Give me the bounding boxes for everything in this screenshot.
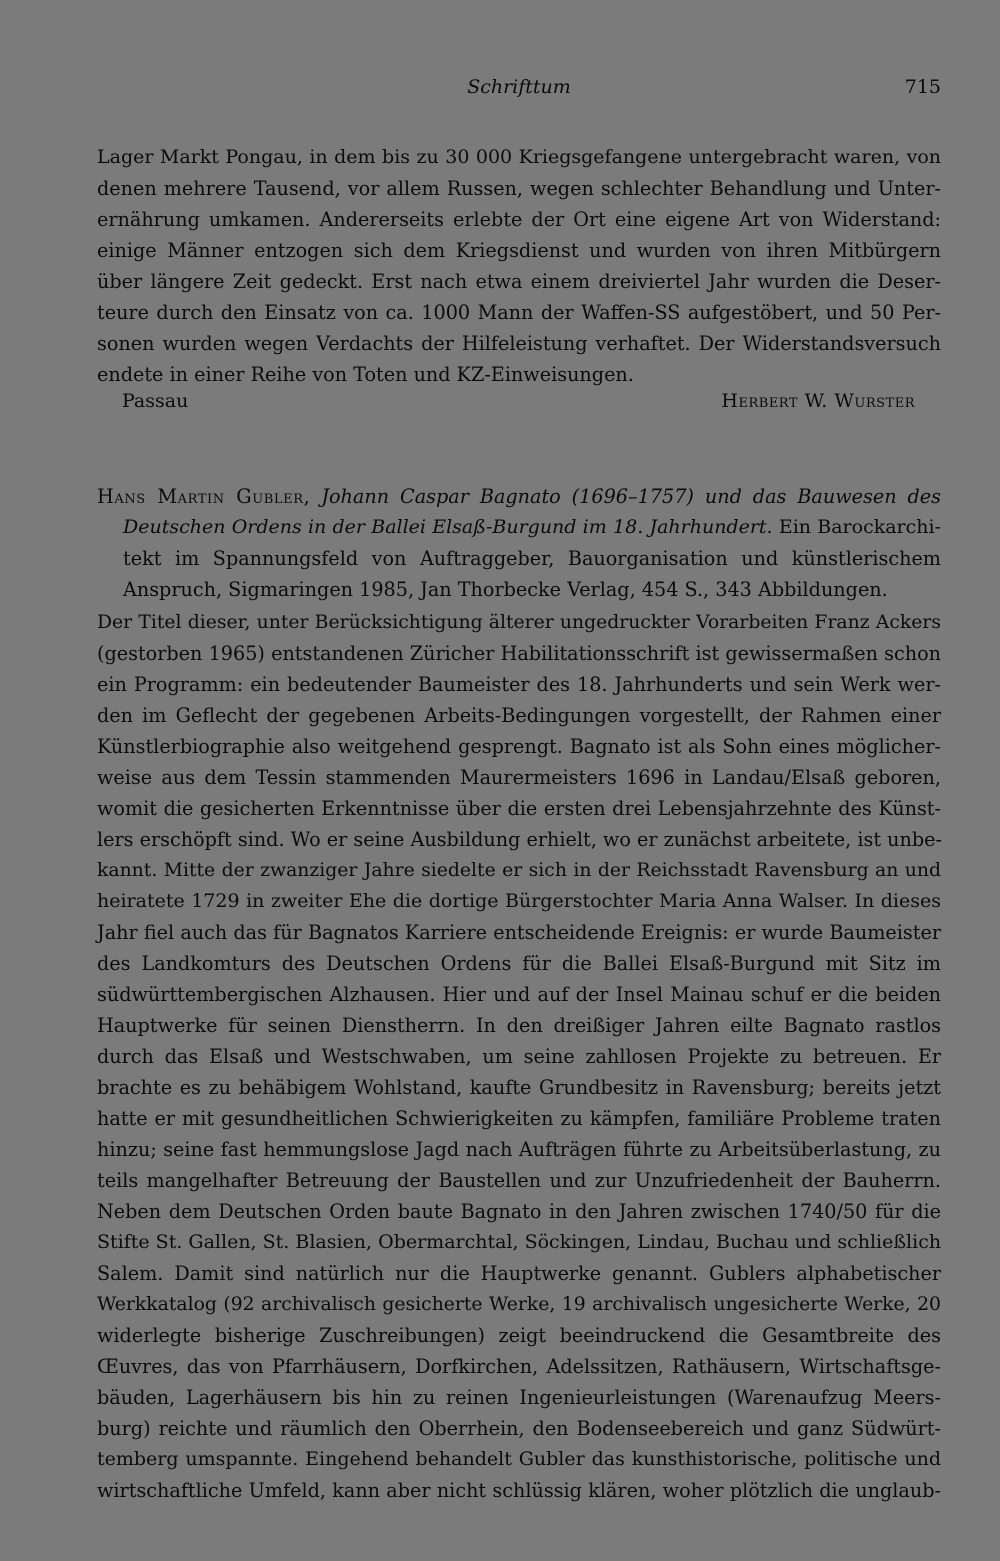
text-line: weise aus dem Tessin stammenden Maurermeisters 1696 in Landau/Elsaß geboren, — [97, 766, 941, 789]
entry-title-part: Johann Caspar Bagnato (1696–1757) und das Bauwesen des — [321, 485, 942, 508]
text-line: womit die gesicherten Erkenntnisse über die ersten drei Lebensjahrzehnte des Künst- — [97, 797, 941, 820]
entry-line — [97, 512, 941, 543]
text-line: Werkkatalog (92 archivalisch gesicherte Werke, 19 archivalisch ungesicherte Werke, 20 — [97, 1294, 941, 1315]
entry-subtitle-start: Ein Barockarchi- — [772, 516, 942, 538]
text-line: burg) reichte und räumlich den Oberrhein, den Bodenseebereich und ganz Südwürt- — [97, 1417, 941, 1440]
text-line: Œuvres, das von Pfarrhäusern, Dorfkirchen, Adelssitzen, Rathäusern, Wirtschaftsge- — [97, 1355, 941, 1378]
text-line: ein Programm: ein bedeutender Baumeister des 18. Jahrhunderts und sein Werk wer- — [97, 673, 941, 696]
text-line: bäuden, Lagerhäusern bis hin zu reinen Ingenieurleistungen (Warenaufzug Meers- — [97, 1386, 941, 1409]
running-title: Schrifttum — [467, 76, 571, 98]
review-body-paragraph — [97, 607, 941, 1506]
text-line: (gestorben 1965) entstandenen Züricher Habilitationsschrift ist gewissermaßen schon — [97, 642, 941, 665]
text-line: den im Geflecht der gegebenen Arbeits-Bedingungen vorgestellt, der Rahmen einer — [97, 704, 941, 727]
text-line: lers erschöpft sind. Wo er seine Ausbildung erhielt, wo er zunächst arbeitete, ist unbe- — [97, 828, 942, 851]
entry-title-part: Deutschen Ordens in der Ballei Elsaß-Burgund im 18. Jahrhundert. — [123, 516, 773, 538]
review-continuation-paragraph — [97, 142, 941, 390]
review-signature — [122, 390, 915, 422]
text-line: endete in einer Reihe von Toten und KZ-Einweisungen. — [97, 363, 634, 386]
text-line: Stifte St. Gallen, St. Blasien, Obermarchtal, Söckingen, Lindau, Buchau und schließlich — [97, 1231, 942, 1253]
text-line: widerlegte bisherige Zuschreibungen) zeigt beeindruckend die Gesamtbreite des — [97, 1324, 941, 1347]
text-line: Jahr fiel auch das für Bagnatos Karriere entscheidende Ereignis: er wurde Baumeister — [97, 921, 941, 944]
entry-line: tekt im Spannungsfeld von Auftraggeber, Bauorganisation und künstlerischem — [123, 547, 941, 570]
text-line: durch das Elsaß und Westschwaben, um seine zahllosen Projekte zu betreuen. Er — [97, 1045, 941, 1068]
entry-author: Hans Martin Gubler, — [97, 485, 311, 508]
text-line: Künstlerbiographie also weitgehend gesprengt. Bagnato ist als Sohn eines möglicher- — [97, 735, 941, 758]
text-line: heiratete 1729 in zweiter Ehe die dortige Bürgerstochter Maria Anna Walser. In dieses — [97, 890, 941, 912]
text-line: Neben dem Deutschen Orden baute Bagnato in den Jahren zwischen 1740/50 für die — [97, 1200, 941, 1223]
text-line: teure durch den Einsatz von ca. 1000 Mann der Waffen-SS aufgestöbert, und 50 Per- — [97, 301, 941, 324]
text-line: südwürttembergischen Alzhausen. Hier und auf der Insel Mainau schuf er die beiden — [97, 983, 941, 1006]
text-line: teils mangelhafter Betreuung der Baustellen und zur Unzufriedenheit der Bauherrn. — [97, 1169, 941, 1192]
text-line: sonen wurden wegen Verdachts der Hilfeleistung verhaftet. Der Widerstandsversuch — [97, 332, 941, 355]
text-line: über längere Zeit gedeckt. Erst nach etwa einem dreiviertel Jahr wurden die Deser- — [97, 270, 941, 293]
text-line: hinzu; seine fast hemmungslose Jagd nach Aufträgen führte zu Arbeitsüberlastung, zu — [97, 1138, 941, 1161]
text-line: Salem. Damit sind natürlich nur die Hauptwerke genannt. Gublers alphabetischer — [97, 1262, 941, 1285]
text-line: des Landkomturs des Deutschen Ordens für die Ballei Elsaß-Burgund mit Sitz im — [97, 952, 941, 975]
signature-place: Passau — [122, 390, 189, 412]
text-line: hatte er mit gesundheitlichen Schwierigkeiten zu kämpfen, familiäre Probleme traten — [97, 1107, 941, 1130]
bibliographic-entry — [97, 481, 941, 605]
text-line: denen mehrere Tausend, vor allem Russen, wegen schlechter Behandlung und Unter- — [97, 177, 941, 200]
page-number: 715 — [904, 76, 941, 98]
text-line: kannt. Mitte der zwanziger Jahre siedelte er sich in der Reichsstadt Ravensburg an und — [97, 860, 941, 881]
running-head — [97, 72, 941, 106]
text-line: einige Männer entzogen sich dem Kriegsdienst und wurden von ihren Mitbürgern — [97, 239, 941, 262]
text-line: Hauptwerke für seinen Dienstherrn. In den dreißiger Jahren eilte Bagnato rastlos — [97, 1014, 941, 1037]
entry-line: Anspruch, Sigmaringen 1985, Jan Thorbecke Verlag, 454 S., 343 Abbildungen. — [123, 578, 888, 601]
text-line: ernährung umkamen. Andererseits erlebte der Ort eine eigene Art von Widerstand: — [97, 208, 941, 231]
signature-author: Herbert W. Wurster — [721, 390, 915, 412]
text-line: Der Titel dieser, unter Berücksichtigung älterer ungedruckter Vorarbeiten Franz Ackers — [97, 612, 941, 633]
text-line: wirtschaftliche Umfeld, kann aber nicht schlüssig klären, woher plötzlich die unglaub- — [97, 1479, 941, 1502]
text-line: temberg umspannte. Eingehend behandelt Gubler das kunsthistorische, politische und — [97, 1448, 941, 1470]
text-line: Lager Markt Pongau, in dem bis zu 30 000 Kriegsgefangene untergebracht waren, von — [97, 146, 941, 168]
text-line: brachte es zu behäbigem Wohlstand, kaufte Grundbesitz in Ravensburg; bereits jetzt — [97, 1076, 941, 1099]
entry-line — [97, 481, 941, 512]
